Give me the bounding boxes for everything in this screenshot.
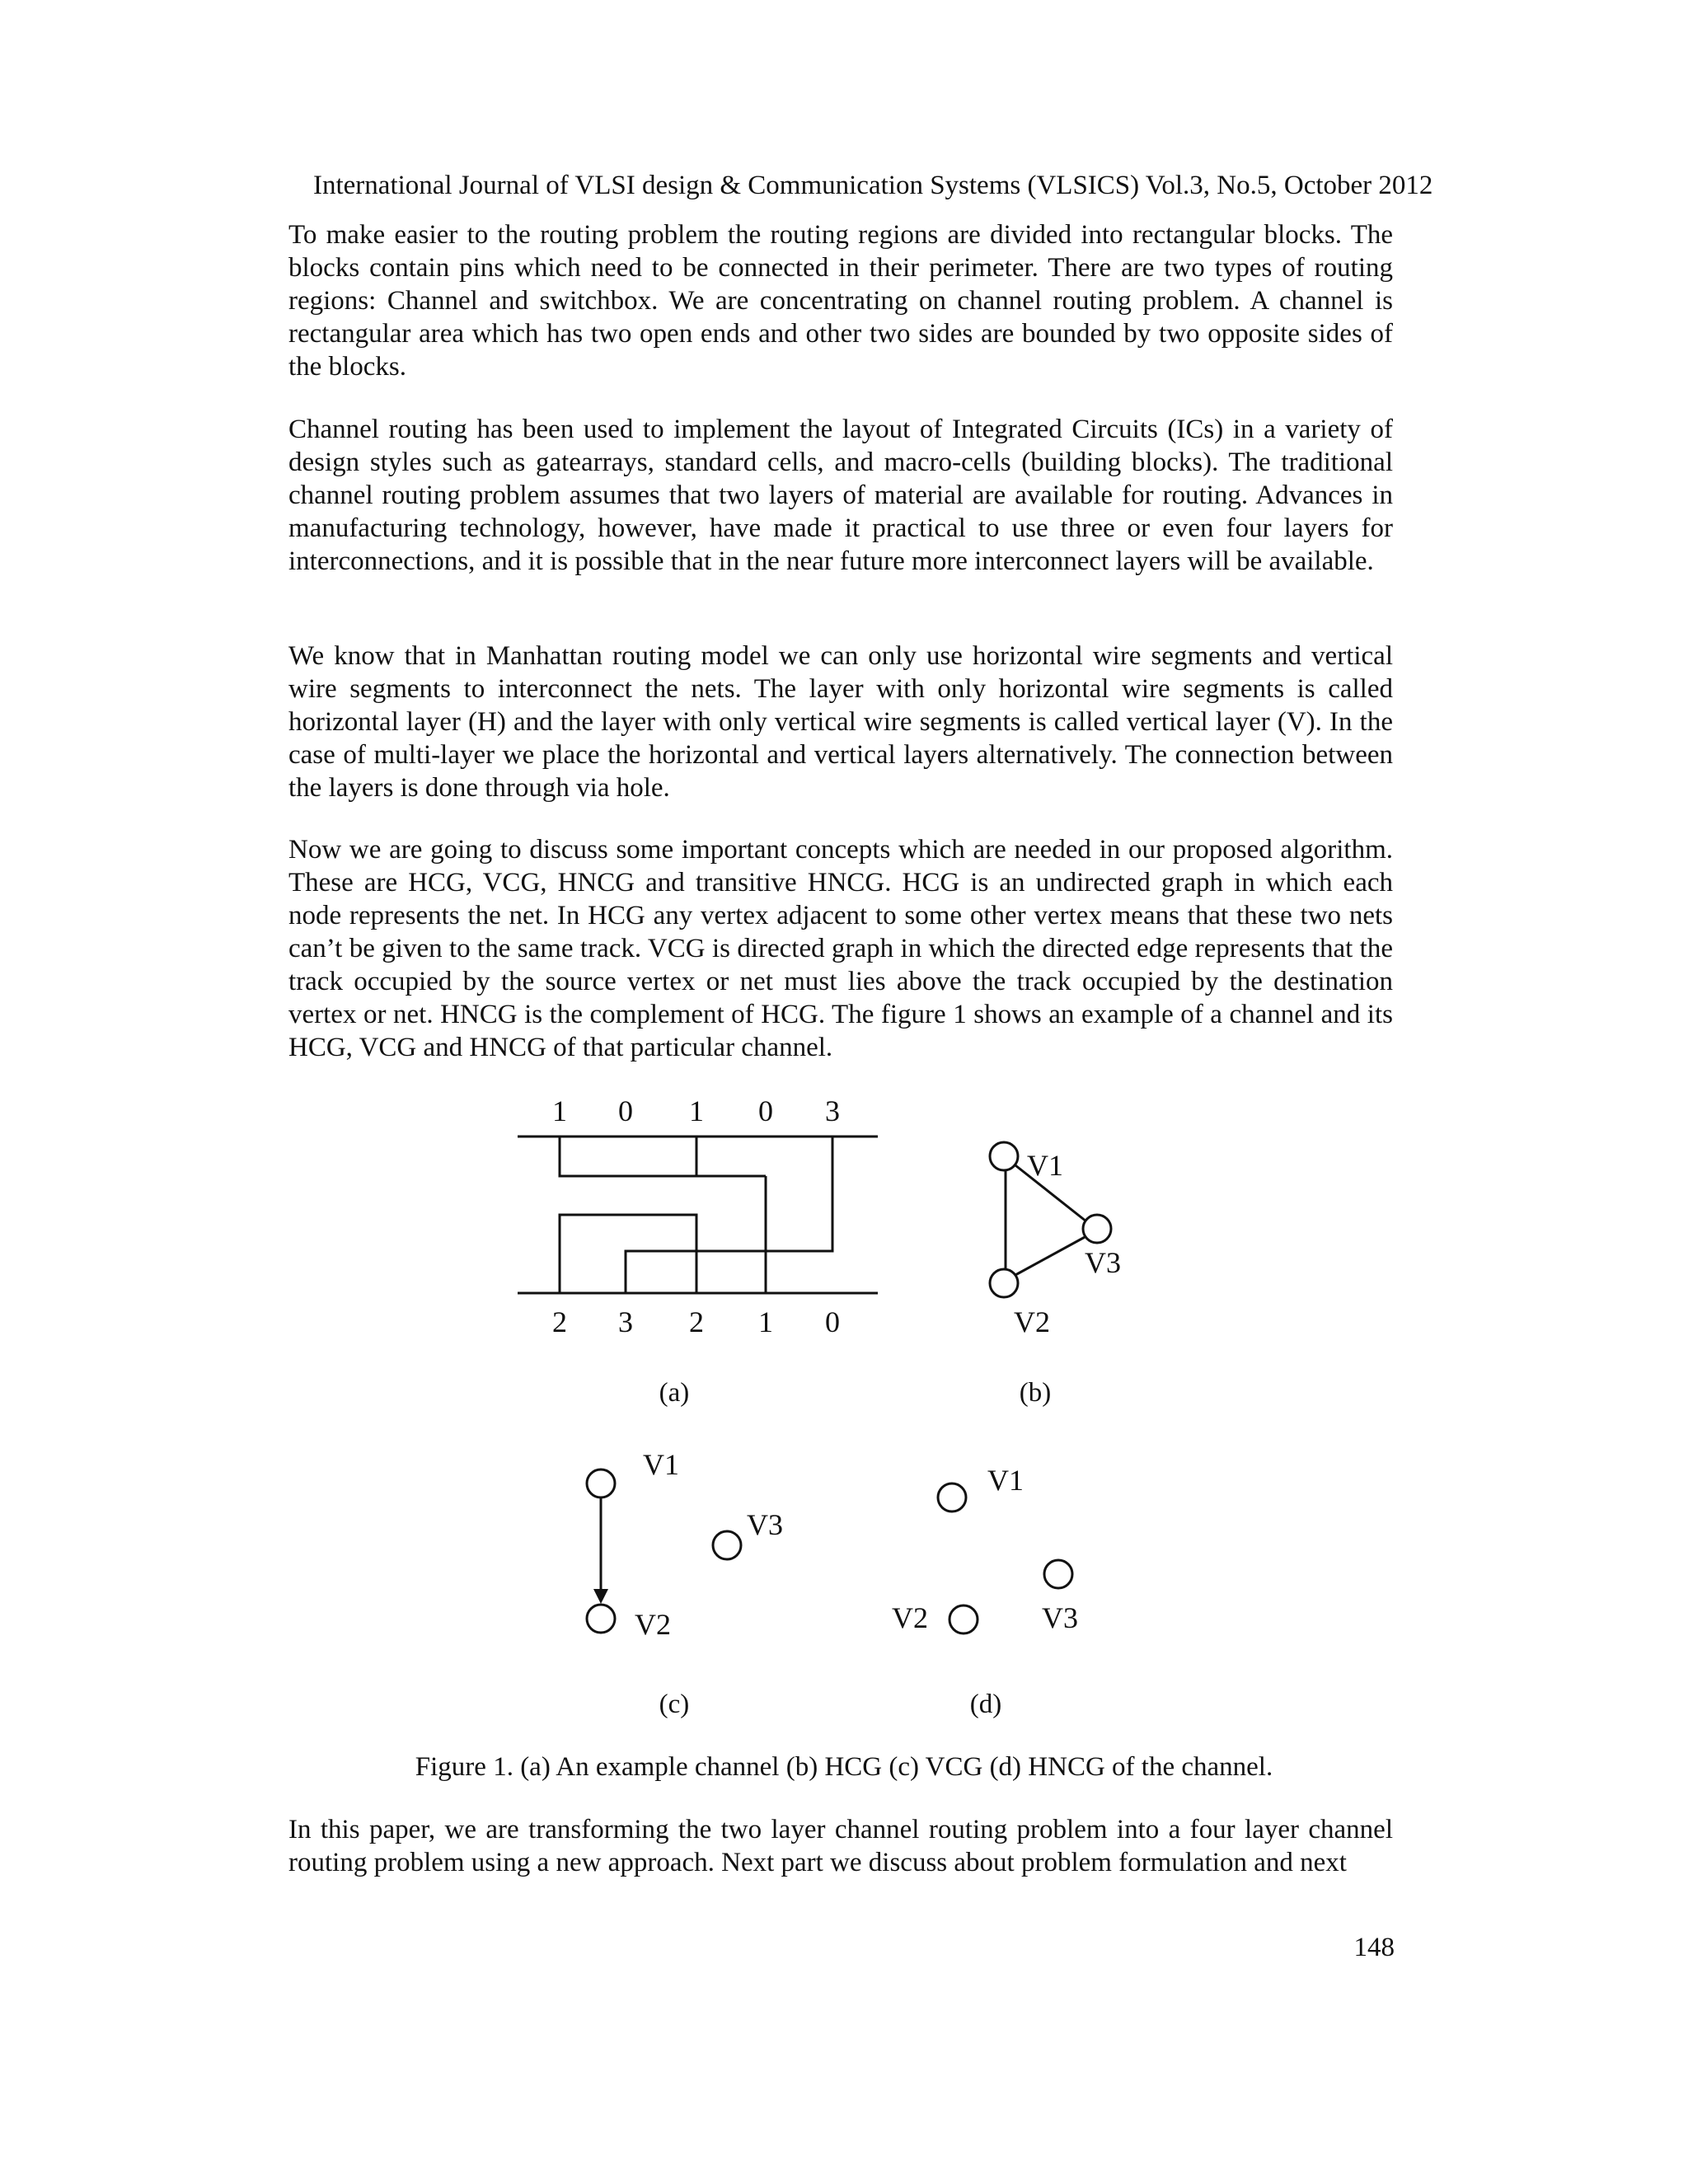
subfigure-label-b: (b) (1019, 1378, 1052, 1408)
vcg-labels (635, 1448, 783, 1641)
vcg-node-v2 (587, 1605, 615, 1633)
hcg-node-v1 (990, 1142, 1018, 1170)
hncg-node-v2 (950, 1605, 978, 1633)
hcg-node-v2 (990, 1269, 1018, 1297)
channel-diagram (518, 1137, 878, 1293)
page-number: 148 (1353, 1933, 1395, 1962)
hncg-label-v3: V3 (1042, 1601, 1078, 1634)
subfigure-label-c: (c) (659, 1690, 690, 1719)
hncg-label-v1: V1 (987, 1464, 1024, 1497)
hcg-node-v3 (1083, 1215, 1111, 1243)
hcg-label-v1: V1 (1027, 1149, 1063, 1182)
vcg-label-v1: V1 (643, 1448, 679, 1481)
paragraph-paper-approach: In this paper, we are transforming the two layer channel routing problem into a four layer channel routing problem using a new approach. Next part we discuss about problem formulation and next (288, 1815, 1393, 1877)
vcg-label-v2: V2 (635, 1608, 671, 1641)
subfigure-label-a: (a) (659, 1378, 690, 1408)
hcg-label-v3: V3 (1085, 1246, 1121, 1279)
top-pin-5: 3 (825, 1094, 840, 1127)
bottom-pin-4: 1 (758, 1305, 773, 1338)
subfigure-labels (659, 1378, 1052, 1719)
top-pin-3: 1 (689, 1094, 704, 1127)
paragraph-manhattan-model: We know that in Manhattan routing model we can only use horizontal wire segments and vertical wire segments to interconnect the nets. The layer with only horizontal wire segments is called horizontal layer (H) and the layer with only vertical wire segments is called vertical layer (V). In the case of multi-layer we place the horizontal and vertical layers alternatively. The connection between the layers is done through via hole. (288, 641, 1393, 803)
net-1-route (560, 1137, 696, 1176)
paragraph-routing-regions: To make easier to the routing problem the routing regions are divided into rectangular blocks. The blocks contain pins which need to be connected in their perimeter. There are two types of routing regions: Channel and switchbox. We are concentrating on channel routing problem. A channel is rectangular area which has two open ends and other two sides are bounded by two opposite sides of the blocks. (288, 220, 1393, 382)
hncg-node-v3 (1044, 1560, 1072, 1588)
bottom-pin-2: 3 (618, 1305, 633, 1338)
vcg-arrowhead (593, 1589, 608, 1604)
hcg-edge-v2-v3 (1015, 1236, 1086, 1275)
top-pin-1: 1 (552, 1094, 567, 1127)
bottom-pin-5: 0 (825, 1305, 840, 1338)
running-header: International Journal of VLSI design & Communication Systems (VLSICS) Vol.3, No.5, October 2012 (313, 171, 1433, 200)
hncg-label-v2: V2 (892, 1601, 928, 1634)
subfigure-label-d: (d) (969, 1690, 1002, 1719)
hcg-labels (1014, 1149, 1121, 1338)
top-pin-2: 0 (618, 1094, 633, 1127)
figure-caption: Figure 1. (a) An example channel (b) HCG (c) VCG (d) HNCG of the channel. (415, 1752, 1273, 1782)
hncg-node-v1 (938, 1483, 966, 1511)
bottom-pin-3: 2 (689, 1305, 704, 1338)
hncg-labels (892, 1464, 1078, 1634)
net-2-route (560, 1215, 696, 1293)
paragraph-graph-concepts: Now we are going to discuss some important concepts which are needed in our proposed algorithm. These are HCG, VCG, HNCG and transitive HNCG. HCG is an undirected graph in which each node represents the net. In HCG any vertex adjacent to some other vertex means that these two nets can’t be given to the same track. VCG is directed graph in which the directed edge represents that the track occupied by the source vertex or net must lies above the track occupied by the destination vertex or net. HNCG is the complement of HCG. The figure 1 shows an example of a channel and its HCG, VCG and HNCG of that particular channel. (288, 835, 1393, 1062)
hcg-label-v2: V2 (1014, 1305, 1050, 1338)
paragraph-channel-routing: Channel routing has been used to implement the layout of Integrated Circuits (ICs) in a variety of design styles such as gatearrays, standard cells, and macro-cells (building blocks). The traditional channel routing problem assumes that two layers of material are available for routing. Advances in manufacturing technology, however, have made it practical to use three or even four layers for interconnections, and it is possible that in the near future more interconnect layers will be available. (288, 415, 1393, 576)
vcg-node-v1 (587, 1469, 615, 1497)
bottom-pin-1: 2 (552, 1305, 567, 1338)
vcg-node-v3 (713, 1531, 741, 1559)
vcg-label-v3: V3 (747, 1508, 783, 1541)
top-pin-4: 0 (758, 1094, 773, 1127)
